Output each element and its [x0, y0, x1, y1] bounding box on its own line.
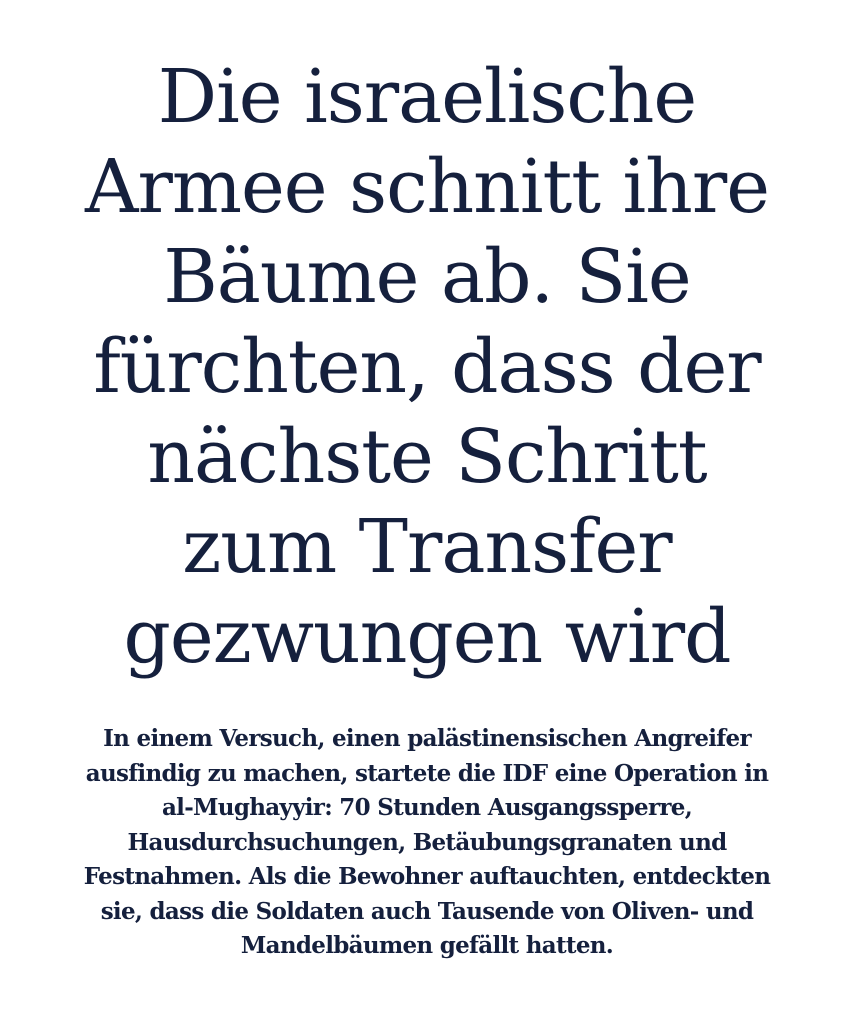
subheadline: [20, 722, 834, 964]
subheadline-line: sie, dass die Soldaten auch Tausende von Oliven- und: [100, 897, 754, 925]
subheadline-line: ausfindig zu machen, startete die IDF eine Operation in: [85, 759, 769, 787]
headline-line: Armee schnitt ihre: [85, 144, 769, 230]
headline-line: Bäume ab. Sie: [163, 234, 691, 320]
subheadline-line: Mandelbäumen gefällt hatten.: [240, 932, 614, 959]
headline-line: fürchten, dass der: [93, 324, 761, 410]
subheadline-line: Hausdurchsuchungen, Betäubungsgranaten und: [127, 828, 727, 856]
subheadline-line: al-Mughayyir: 70 Stunden Ausgangssperre,: [161, 794, 693, 821]
headline-line: zum Transfer: [182, 504, 672, 590]
subheadline-line: In einem Versuch, einen palästinensischen Angreifer: [103, 725, 751, 752]
headline-line: Die israelische: [157, 54, 697, 140]
headline-line: nächste Schritt: [147, 414, 707, 500]
headline: [20, 52, 834, 682]
headline-line: gezwungen wird: [123, 594, 731, 680]
subheadline-line: Festnahmen. Als die Bewohner auftauchten, entdeckten: [83, 863, 771, 890]
